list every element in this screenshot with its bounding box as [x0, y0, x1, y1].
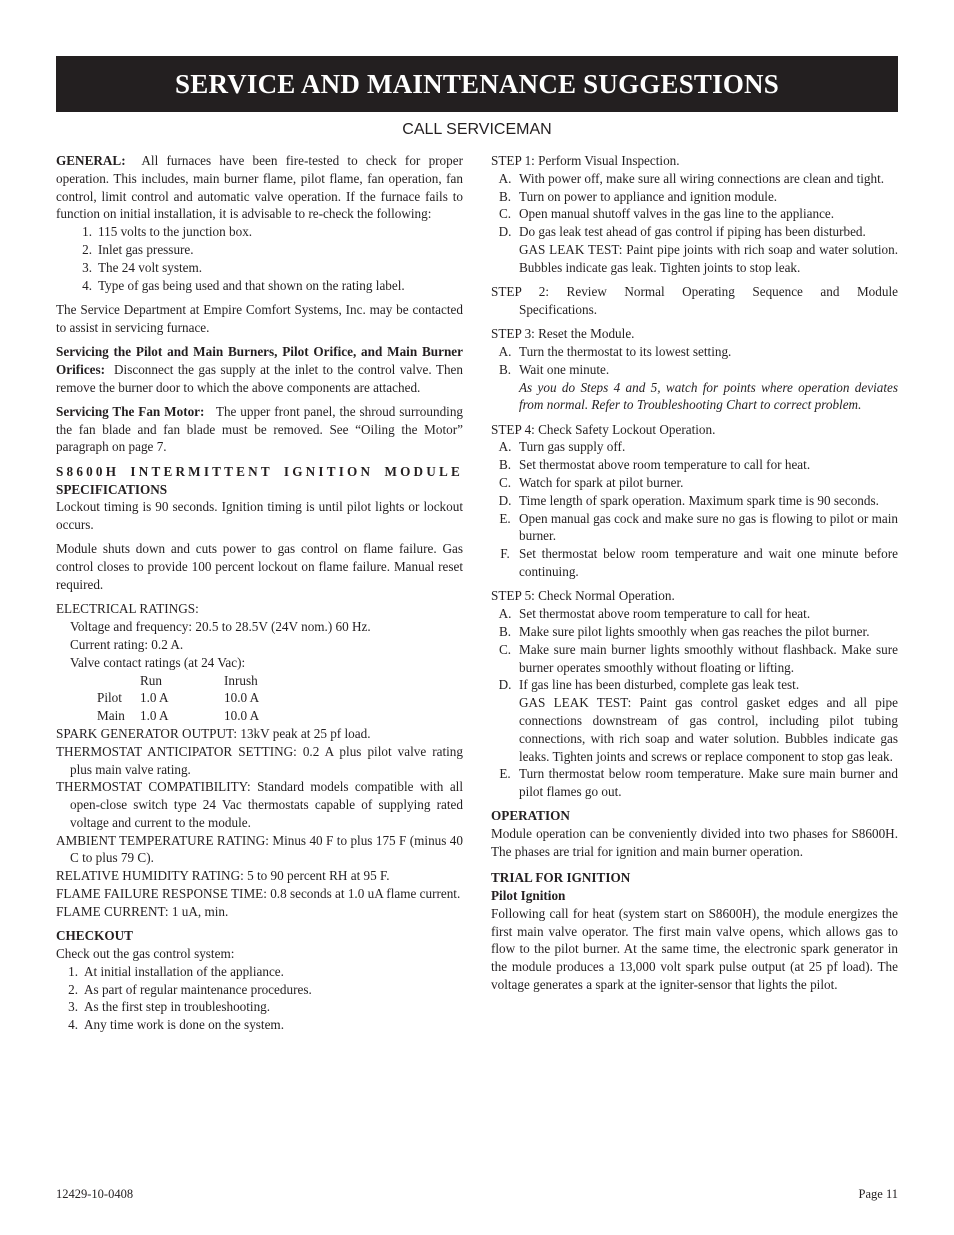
list-text: Watch for spark at pilot burner.	[519, 475, 684, 491]
ratings-cell: Pilot	[97, 690, 122, 706]
module-shutdown: Module shuts down and cuts power to gas control on flame failure. Gas control closes to provide 100 percent lockout on flame failure. Manual reset required.	[56, 541, 463, 593]
right-column	[491, 152, 898, 1000]
list-marker: A.	[498, 439, 512, 455]
burners-text: Disconnect the gas supply at the inlet to the control valve. Then remove the burner door to which the above components are attached.	[56, 361, 464, 395]
voltage-frequency: Voltage and frequency: 20.5 to 28.5V (24V nom.) 60 Hz.	[70, 619, 371, 635]
list-text: Type of gas being used and that shown on the rating label.	[98, 277, 405, 293]
list-text: Do gas leak test ahead of gas control if piping has been disturbed.	[519, 224, 866, 240]
step-list-item	[491, 765, 898, 801]
list-marker: F.	[500, 546, 510, 562]
list-marker: E.	[499, 510, 511, 526]
list-marker: B.	[498, 457, 512, 473]
ratings-cell: 1.0 A	[140, 708, 169, 724]
list-text: At initial installation of the appliance.	[84, 963, 284, 979]
checkout-list-item	[56, 981, 463, 999]
spark-output: SPARK GENERATOR OUTPUT: 13kV peak at 25 pf load.	[56, 725, 371, 741]
list-text: As the first step in troubleshooting.	[84, 999, 271, 1015]
step-list-item	[491, 343, 898, 361]
list-text: As part of regular maintenance procedures.	[84, 981, 312, 997]
list-marker: E.	[499, 766, 511, 782]
ambient-temperature: AMBIENT TEMPERATURE RATING: Minus 40 F to plus 175 F (minus 40 C to plus 79 C).	[56, 832, 463, 866]
list-marker: A.	[498, 170, 512, 186]
list-text: 115 volts to the junction box.	[98, 224, 253, 240]
step-list-item	[491, 456, 898, 474]
ratings-row	[97, 707, 259, 725]
ratings-cell: 10.0 A	[224, 708, 260, 724]
step3-note: As you do Steps 4 and 5, watch for points where operation deviates from normal. Refer to Troubleshooting Chart to correct problem.	[519, 379, 898, 413]
list-text: Time length of spark operation. Maximum spark time is 90 seconds.	[519, 492, 879, 508]
step-list-item	[491, 188, 898, 206]
list-text: With power off, make sure all wiring connections are clean and tight.	[519, 170, 885, 186]
step-list-item	[491, 361, 898, 379]
ratings-cell: 1.0 A	[140, 690, 169, 706]
module-subheading: SPECIFICATIONS	[56, 481, 168, 497]
title-banner	[56, 56, 898, 112]
pilot-ignition-heading: Pilot Ignition	[491, 888, 566, 904]
general-text: All furnaces have been fire-tested to check for proper operation. This includes, main burner flame, pilot flame, fan operation, fan control, limit control and automatic valve operation. If the furnace fails to function on initial installation, it is advisable to re-check the following:	[56, 153, 463, 222]
ratings-table	[97, 672, 259, 725]
step-list-item	[491, 474, 898, 492]
list-text: Make sure main burner lights smoothly without flashback. Make sure burner operates smoothly without floating or lifting.	[519, 641, 898, 675]
step-list-item	[491, 492, 898, 510]
general-list	[56, 223, 463, 294]
checkout-heading: CHECKOUT	[56, 928, 133, 944]
list-text: If gas line has been disturbed, complete gas leak test.	[519, 677, 800, 693]
list-text: Make sure pilot lights smoothly when gas reaches the pilot burner.	[519, 623, 870, 639]
lockout-timing: Lockout timing is 90 seconds. Ignition timing is until pilot lights or lockout occurs.	[56, 499, 463, 533]
step1-heading: STEP 1: Perform Visual Inspection.	[491, 153, 680, 168]
checkout-list	[56, 963, 463, 1034]
list-marker: A.	[498, 343, 512, 359]
step3-list	[491, 343, 898, 379]
list-marker: 4.	[82, 277, 92, 293]
list-marker: B.	[498, 188, 512, 204]
list-marker: 1.	[68, 963, 78, 979]
step-list-item	[491, 545, 898, 581]
list-text: The 24 volt system.	[98, 259, 203, 275]
step5-list-b	[491, 765, 898, 801]
list-text: Set thermostat below room temperature and wait one minute before continuing.	[519, 546, 898, 580]
list-marker: C.	[498, 475, 512, 491]
list-text: Set thermostat above room temperature to call for heat.	[519, 457, 811, 473]
step-list-item	[491, 605, 898, 623]
service-dept-paragraph: The Service Department at Empire Comfort Systems, Inc. may be contacted to assist in servicing furnace.	[56, 301, 463, 335]
list-text: Any time work is done on the system.	[84, 1017, 284, 1033]
list-marker: D.	[498, 492, 512, 508]
fan-paragraph	[56, 403, 463, 456]
ratings-row	[97, 689, 259, 707]
thermostat-compatibility: THERMOSTAT COMPATIBILITY: Standard models compatible with all open-close switch type 24 Vac thermostats capable of supplying rated voltage and current to the module.	[56, 779, 463, 830]
pilot-ignition-paragraph: Following call for heat (system start on S8600H), the module energizes the first main valve operator. The first main valve opens, which allows gas to flow to the pilot burner. At the same time, the electronic spark generator in the module produces a 13,000 volt spark pulse output (at 25 pf load). The voltage generates a spark at the igniter-sensor that lights the pilot.	[491, 905, 898, 993]
step-list-item	[491, 438, 898, 456]
step4-list	[491, 438, 898, 580]
page-title: SERVICE AND MAINTENANCE SUGGESTIONS	[175, 68, 779, 99]
general-label: GENERAL:	[56, 153, 126, 168]
electrical-label: ELECTRICAL RATINGS:	[56, 601, 199, 617]
step5-heading: STEP 5: Check Normal Operation.	[491, 588, 675, 604]
list-marker: D.	[498, 677, 512, 693]
burners-label: Servicing the Pilot and Main Burners, Pilot Orifice, and Main Burner Orifices:	[56, 343, 463, 377]
general-paragraph	[56, 152, 463, 223]
relative-humidity: RELATIVE HUMIDITY RATING: 5 to 90 percent RH at 95 F.	[56, 868, 390, 884]
list-text: Open manual shutoff valves in the gas line to the appliance.	[519, 206, 835, 222]
list-marker: D.	[498, 224, 512, 240]
document-number: 12429-10-0408	[56, 1187, 134, 1201]
step1-list	[491, 170, 898, 241]
checkout-list-item	[56, 963, 463, 981]
list-marker: A.	[498, 606, 512, 622]
general-list-item	[56, 277, 463, 295]
checkout-list-item	[56, 1016, 463, 1034]
thermostat-anticipator: THERMOSTAT ANTICIPATOR SETTING: 0.2 A plus pilot valve rating plus main valve rating.	[56, 743, 463, 777]
list-text: Wait one minute.	[519, 361, 610, 377]
ratings-header-cell: Inrush	[224, 672, 258, 688]
list-text: Turn on power to appliance and ignition module.	[519, 188, 778, 204]
list-text: Turn thermostat below room temperature. Make sure main burner and pilot flames go out.	[519, 766, 898, 800]
step4-heading: STEP 4: Check Safety Lockout Operation.	[491, 421, 716, 437]
step-list-item	[491, 205, 898, 223]
list-marker: 1.	[82, 224, 92, 240]
module-heading: S8600H INTERMITTENT IGNITION MODULE	[56, 463, 463, 479]
list-marker: 3.	[68, 999, 78, 1015]
ratings-header-cell: Run	[140, 672, 162, 688]
checkout-intro: Check out the gas control system:	[56, 945, 235, 961]
list-marker: C.	[498, 641, 512, 657]
ratings-header-cell	[97, 672, 140, 690]
list-text: Turn the thermostat to its lowest setting.	[519, 343, 732, 359]
general-list-item	[56, 223, 463, 241]
list-marker: C.	[498, 206, 512, 222]
list-marker: 4.	[68, 1017, 78, 1033]
ratings-cell: 10.0 A	[224, 690, 260, 706]
operation-heading: OPERATION	[491, 808, 570, 824]
flame-current: FLAME CURRENT: 1 uA, min.	[56, 903, 229, 919]
list-marker: 2.	[68, 981, 78, 997]
trial-heading: TRIAL FOR IGNITION	[491, 870, 631, 886]
list-marker: 3.	[82, 259, 92, 275]
list-text: Turn gas supply off.	[519, 439, 626, 455]
step2-heading: STEP 2: Review Normal Operating Sequence and Module Specifications.	[491, 284, 898, 317]
burners-paragraph	[56, 343, 463, 396]
general-list-item	[56, 259, 463, 277]
step3-heading: STEP 3: Reset the Module.	[491, 326, 635, 342]
operation-paragraph: Module operation can be conveniently divided into two phases for S8600H. The phases are trial for ignition and main burner operation.	[491, 826, 898, 859]
ratings-cell: Main	[97, 708, 125, 724]
fan-label: Servicing The Fan Motor:	[56, 403, 205, 419]
list-text: Inlet gas pressure.	[98, 241, 194, 257]
ratings-header-row	[97, 672, 259, 690]
fan-text: The upper front panel, the shroud surrounding the fan blade and fan blade must be removed. See “Oiling the Motor” paragraph on page 7.	[56, 403, 464, 455]
list-marker: B.	[498, 361, 512, 377]
valve-contact-ratings: Valve contact ratings (at 24 Vac):	[70, 654, 246, 670]
general-list-item	[56, 241, 463, 259]
current-rating: Current rating: 0.2 A.	[70, 636, 184, 652]
list-text: Set thermostat above room temperature to call for heat.	[519, 606, 811, 622]
step1-gas-leak-test: GAS LEAK TEST: Paint pipe joints with rich soap and water solution. Bubbles indicate gas leak. Tighten joints to stop leak.	[519, 241, 898, 275]
list-marker: 2.	[82, 241, 92, 257]
step-list-item	[491, 510, 898, 546]
section-subtitle: CALL SERVICEMAN	[402, 121, 552, 138]
step-list-item	[491, 641, 898, 677]
left-column	[56, 152, 463, 1034]
page-number: Page 11	[858, 1187, 898, 1201]
flame-failure-response: FLAME FAILURE RESPONSE TIME: 0.8 seconds at 1.0 uA flame current.	[56, 886, 461, 902]
step-list-item	[491, 623, 898, 641]
list-text: Open manual gas cock and make sure no gas is flowing to pilot or main burner.	[519, 510, 898, 544]
step5-list-a	[491, 605, 898, 694]
step-list-item	[491, 170, 898, 188]
step-list-item	[491, 223, 898, 241]
step-list-item	[491, 676, 898, 694]
step5-gas-leak-test: GAS LEAK TEST: Paint gas control gasket edges and all pipe connections downstream of gas control, including pilot tubing connections, with rich soap and water solution. Bubbles indicate gas leaks. Tighten joints and screws or replace component to stop gas leak.	[519, 695, 898, 764]
checkout-list-item	[56, 998, 463, 1016]
list-marker: B.	[498, 623, 512, 639]
